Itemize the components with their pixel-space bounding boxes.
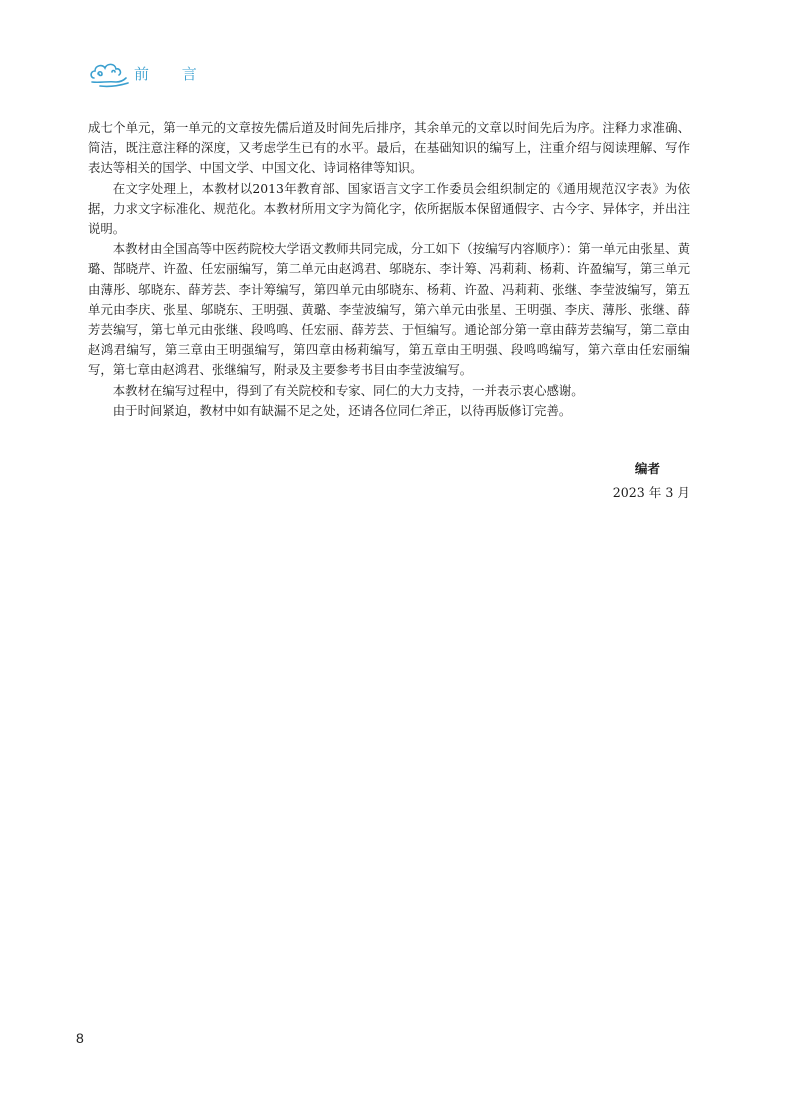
page-number: 8: [76, 1030, 84, 1046]
section-title: 前 言: [134, 65, 211, 83]
paragraph-authors: 本教材由全国高等中医药院校大学语文教师共同完成，分工如下（按编写内容顺序）：第一单元由张星、黄璐、郜晓芹、许盈、任宏丽编写，第二单元由赵鸿君、邬晓东、李计筹、冯莉莉、杨莉、许盈编写，第三单元由薄彤、邬晓东、薛芳芸、李计筹编写，第四单元由邬晓东、杨莉、许盈、冯莉莉、张继、李莹波编写，第五单元由李庆、张星、邬晓东、王明强、黄璐、李莹波编写，第六单元由张星、王明强、李庆、薄彤、张继、薛芳芸编写，第七单元由张继、段鸣鸣、任宏丽、薛芳芸、于恒编写。通论部分第一章由薛芳芸编写，第二章由赵鸿君编写，第三章由王明强编写，第四章由杨莉编写，第五章由王明强、段鸣鸣编写，第六章由任宏丽编写，第七章由赵鸿君、张继编写，附录及主要参考书目由李莹波编写。: [88, 241, 690, 378]
paragraph-continuation: 成七个单元，第一单元的文章按先儒后道及时间先后排序，其余单元的文章以时间先后为序。注释力求准确、简洁，既注意注释的深度，又考虑学生已有的水平。最后，在基础知识的编写上，注重介绍与阅读理解、写作表达等相关的国学、中国文学、中国文化、诗词格律等知识。: [88, 120, 690, 176]
editor-label: 编者: [634, 461, 660, 476]
date-label: 2023 年 3 月: [612, 485, 690, 500]
cloud-icon: [88, 52, 140, 92]
signature-block: [613, 457, 690, 505]
paragraph-text-standards: 在文字处理上，本教材以2013年教育部、国家语言文字工作委员会组织制定的《通用规范汉字表》为依据，力求文字标准化、规范化。本教材所用文字为简化字，依所据版本保留通假字、古今字、异体字，并出注说明。: [88, 180, 690, 237]
paragraph-closing: 由于时间紧迫，教材中如有缺漏不足之处，还请各位同仁斧正，以待再版修订完善。: [112, 402, 572, 418]
preface-body: [88, 118, 690, 421]
page-header: [88, 52, 248, 92]
paragraph-acknowledgement: 本教材在编写过程中，得到了有关院校和专家、同仁的大力支持，一并表示衷心感谢。: [112, 382, 584, 398]
